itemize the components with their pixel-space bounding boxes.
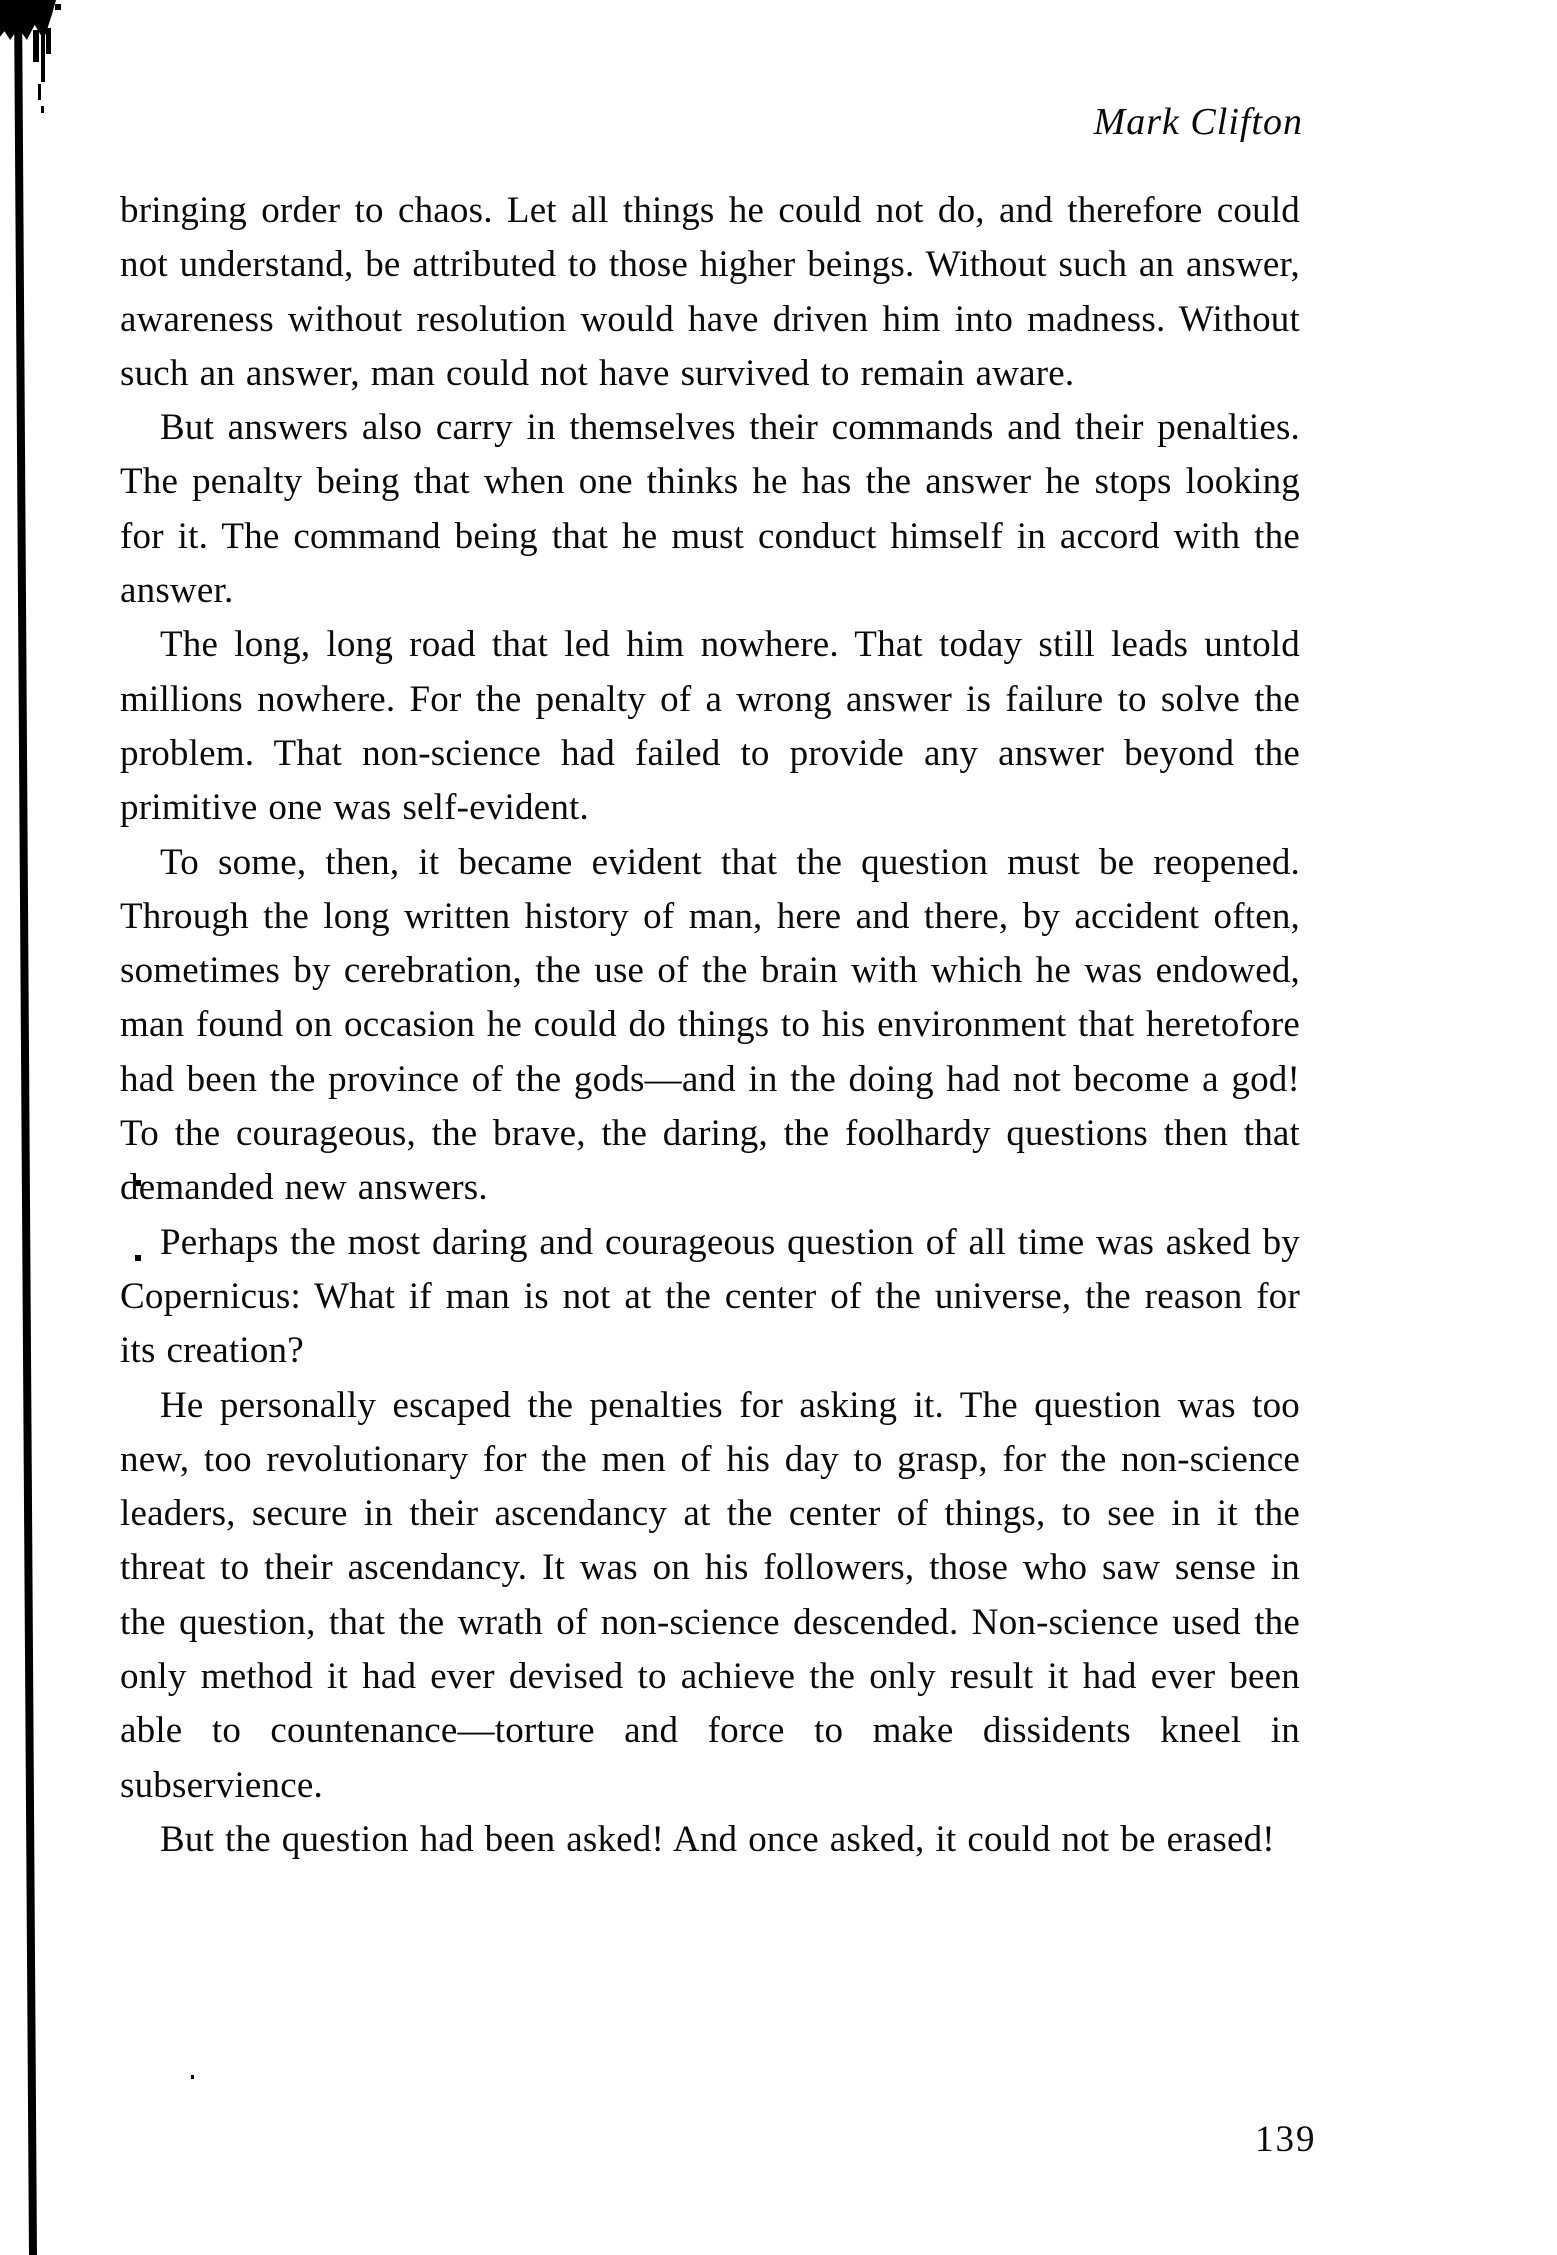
paragraph: The long, long road that led him nowhere. That today still leads untold millions nowhere. For the penalty of a wrong answer is failure to solve the problem. That non-science had failed to provide any answer beyond the primitive one was self-evident. [120, 624, 1300, 829]
scan-drip [55, 4, 61, 10]
scan-streak-line [14, 0, 37, 2255]
page-number: 139 [1255, 2119, 1317, 2160]
scan-drip [33, 30, 39, 62]
paragraph: To some, then, it became evident that the question must be reopened. Through the long written history of man, here and there, by accident often, sometimes by cerebration, the use of the brain with which he was endowed, man found on occasion he could do things to his environment that heretofore had been the province of the gods—and in the doing had not become a god! To the courageous, the brave, the daring, the foolhardy questions then that demanded new answers. [120, 841, 1300, 1209]
paragraph: But the question had been asked! And once asked, it could not be erased! [160, 1818, 1275, 1860]
scan-drip [41, 34, 45, 82]
scan-drip [41, 106, 44, 113]
paragraph: bringing order to chaos. Let all things he could not do, and therefore could not understand, be attributed to those higher beings. Without such an answer, awareness without resolution would have driven him into madness. Without such an answer, man could not have survived to remain aware. [120, 190, 1300, 394]
ink-speck [191, 2075, 194, 2079]
scan-drip [38, 84, 41, 100]
scan-drip [46, 28, 51, 54]
paragraph: But answers also carry in themselves their commands and their penalties. The penalty being that when one thinks he has the answer he stops looking for it. The command being that he must conduct himself in accord with the answer. [120, 407, 1300, 612]
paragraph: He personally escaped the penalties for asking it. The question was too new, too revolutionary for the men of his day to grasp, for the non-science leaders, secure in their ascendancy at the center of things, to see in it the threat to their ascendancy. It was on his followers, those who saw sense in the question, that the wrath of non-science descended. Non-science used the only method it had ever devised to achieve the only result it had ever been able to countenance—torture and force to make dissidents kneel in subservience. [120, 1384, 1300, 1806]
paragraph: Perhaps the most daring and courageous question of all time was asked by Copernicus: What if man is not at the center of the universe, the reason for its creation? [120, 1221, 1300, 1372]
running-header: Mark Clifton [1093, 101, 1303, 143]
body-text [120, 184, 1300, 1867]
